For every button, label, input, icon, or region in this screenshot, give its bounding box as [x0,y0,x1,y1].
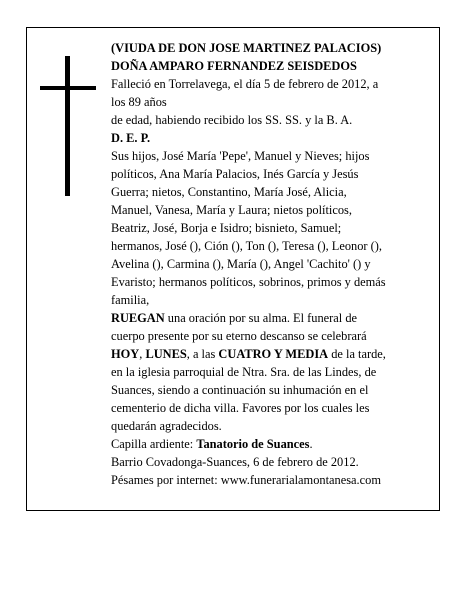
place-date-line: Barrio Covadonga-Suances, 6 de febrero de 2012. [111,455,359,469]
funeral-line-2: cuerpo presente por su eterno descanso se celebrará [111,329,367,343]
funeral-line-4: en la iglesia parroquial de Ntra. Sra. de las Lindes, de [111,365,377,379]
family-line-5: Beatriz, José, Borja e Isidro; bisnieto, Samuel; [111,221,342,235]
ruegan-rest: una oración por su alma. El funeral de [164,311,358,325]
sacraments-line: de edad, habiendo recibido los SS. SS. y la B. A. [111,113,353,127]
widow-line: (VIUDA DE DON JOSE MARTINEZ PALACIOS) [111,41,382,55]
obituary-text [111,39,433,489]
family-line-2: políticos, Ana María Palacios, Inés García y Jesús [111,167,359,181]
family-line-8: Evaristo; hermanos políticos, sobrinos, primos y demás [111,275,386,289]
funeral-line-6: cementerio de dicha villa. Favores por los cuales les [111,401,370,415]
ruegan-line [111,309,433,327]
death-line-1: Falleció en Torrelavega, el día 5 de febrero de 2012, a [111,77,379,91]
hoy-comma: , [139,347,146,361]
capilla-line [111,435,433,453]
funeral-hour: CUATRO Y MEDIA [218,347,329,361]
capilla-place: Tanatorio de Suances [196,437,310,451]
condolences-line: Pésames por internet: www.funerarialamontanesa.com [111,473,381,487]
lunes-word: LUNES [145,347,187,361]
family-line-7: Avelina (), Carmina (), María (), Angel 'Cachito' () y [111,257,371,271]
funeral-line-7: quedarán agradecidos. [111,419,222,433]
family-line-1: Sus hijos, José María 'Pepe', Manuel y Nieves; hijos [111,149,370,163]
capilla-label: Capilla ardiente: [111,437,197,451]
cross-horizontal-bar [40,86,96,90]
hoy-end: de la tarde, [328,347,386,361]
funeral-time-line [111,345,433,363]
cross-vertical-bar [65,56,70,196]
capilla-end: . [309,437,313,451]
funeral-line-5: Suances, siendo a continuación su inhumación en el [111,383,369,397]
death-line-2: los 89 años [111,95,167,109]
deceased-name: DOÑA AMPARO FERNANDEZ SEISDEDOS [111,59,357,73]
family-line-3: Guerra; nietos, Constantino, María José, Alicia, [111,185,347,199]
hoy-mid: , a las [186,347,219,361]
family-line-6: hermanos, José (), Ción (), Ton (), Teresa (), Leonor (), [111,239,383,253]
ruegan-word: RUEGAN [111,311,165,325]
hoy-word: HOY [111,347,140,361]
family-line-4: Manuel, Vanesa, María y Laura; nietos políticos, [111,203,352,217]
family-line-9: familia, [111,293,150,307]
dep-line: D. E. P. [111,131,151,145]
